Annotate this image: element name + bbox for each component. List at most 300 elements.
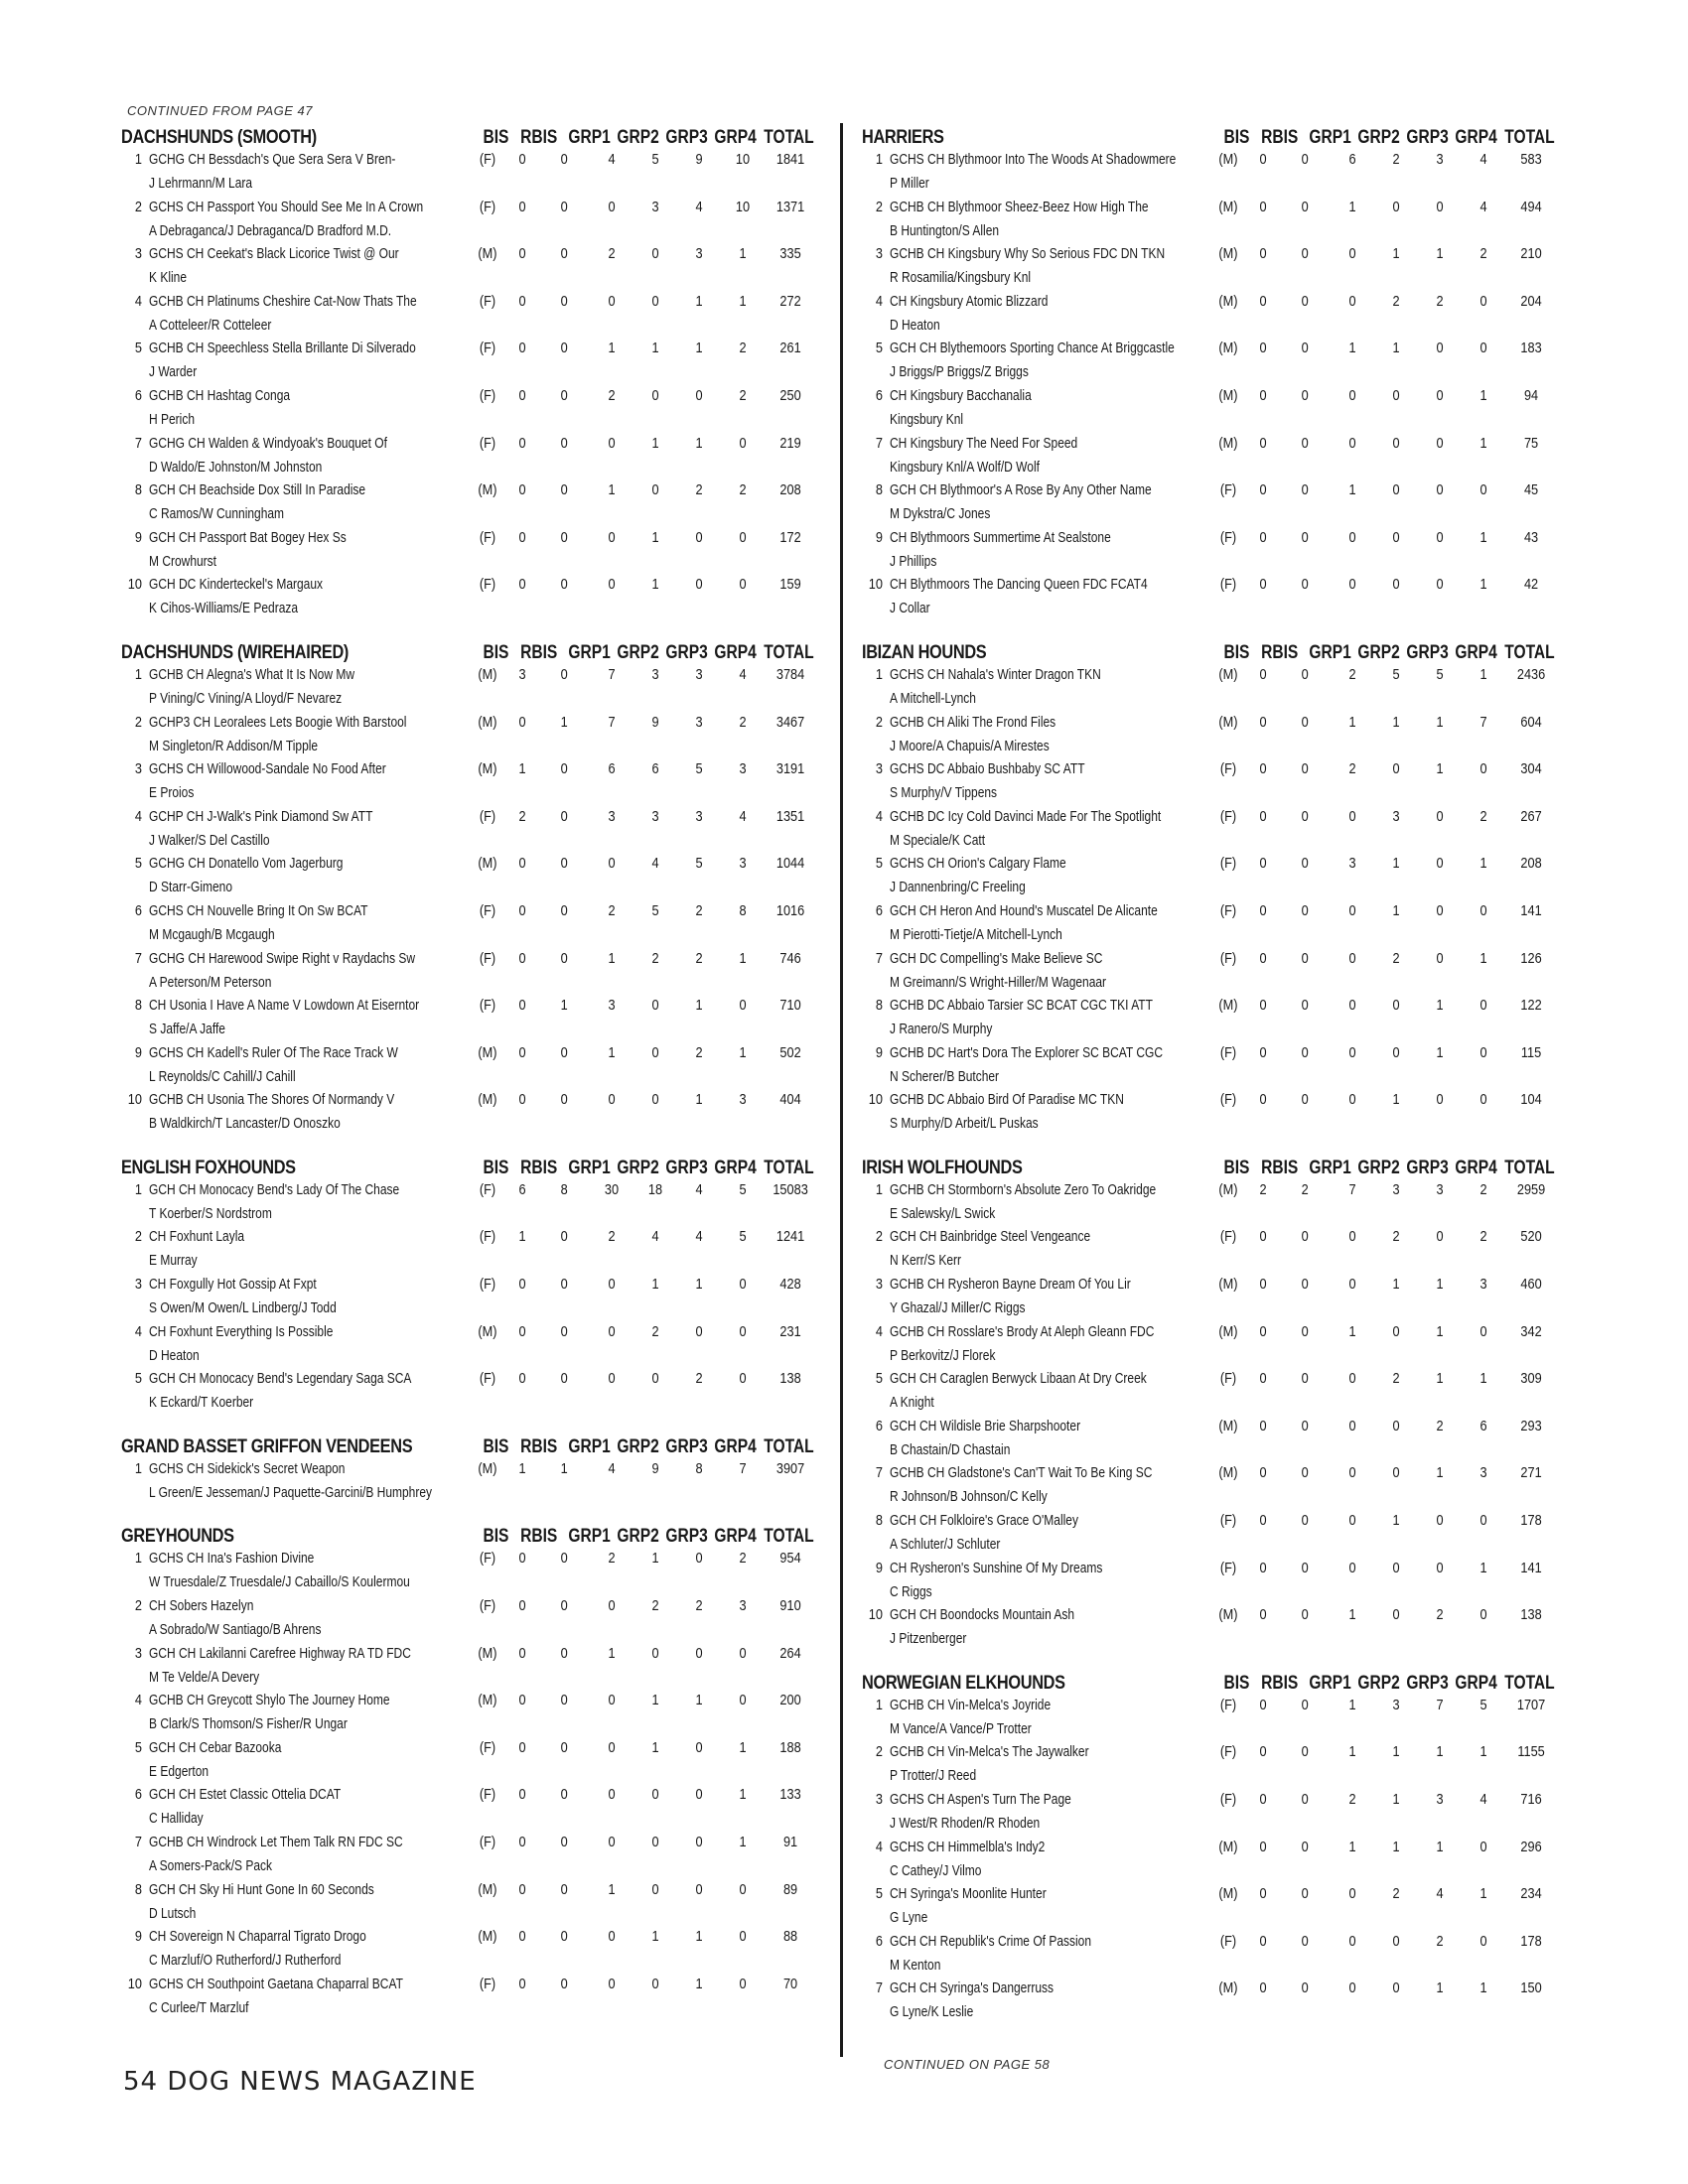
stat-rbis: 0 [1302,1043,1310,1061]
right-column [862,123,1557,2042]
stat-total: 309 [1520,1370,1542,1388]
stat-grp3: 1 [1436,713,1444,731]
dog-name: CH Blythmoors Summertime At Sealstone [889,528,1111,546]
stat-grp1: 0 [608,292,616,310]
dog-name: CH Foxhunt Everything Is Possible [148,1322,334,1340]
stat-bis: 0 [518,713,526,731]
stat-total: 3191 [775,760,805,778]
stat-grp2: 1 [651,340,659,357]
dog-name: GCHB CH Aliki The Frond Files [889,713,1055,731]
stat-grp2: 1 [1392,901,1400,919]
dog-names [149,527,471,573]
stat-grp1: 2 [1348,1791,1356,1808]
stat-rbis: 0 [1302,576,1310,594]
dog-names [149,1926,471,1972]
stat-rbis: 0 [1302,1838,1310,1855]
sex-label: (F) [1220,1091,1237,1109]
stat-bis: 0 [1259,665,1267,683]
page-footer: 54 DOG NEWS MAGAZINE [123,2067,477,2097]
sex-label: (F) [480,198,496,215]
stat-rbis: 0 [1302,1743,1310,1761]
ranking-row [121,1595,816,1643]
stat-grp2: 2 [1392,151,1400,168]
column-header-bis: BIS [1223,1157,1250,1178]
rank-number: 3 [134,245,142,263]
sex-label: (F) [1220,1791,1237,1808]
stat-bis: 0 [1259,1838,1267,1855]
sex-label: (F) [480,1550,496,1568]
stat-bis: 0 [1259,901,1267,919]
column-header-grp4: GRP4 [714,127,757,148]
stat-total: 1155 [1517,1743,1545,1761]
stat-grp3: 7 [1436,1696,1444,1713]
dog-names [149,948,471,994]
stat-grp3: 2 [1436,1417,1444,1434]
stat-rbis: 0 [1302,949,1310,967]
rank-number: 5 [875,855,883,873]
stat-grp4: 6 [1479,1417,1487,1434]
column-header-total: TOTAL [764,1526,814,1548]
owner-names: S Murphy/D Arbeit/L Puskas [889,1115,1039,1133]
ranking-row [862,664,1557,712]
dog-name: GCH CH Caraglen Berwyck Libaan At Dry Creek [889,1370,1147,1388]
stat-grp4: 5 [739,1228,747,1246]
stat-total: 210 [1520,245,1542,263]
owner-names: N Scherer/B Butcher [889,1067,999,1085]
stat-grp2: 0 [651,1975,659,1992]
sex-label: (F) [480,807,496,825]
stat-grp4: 0 [739,1644,747,1662]
stat-grp2: 4 [651,1228,659,1246]
stat-grp4: 0 [739,1692,747,1709]
stat-total: 231 [779,1322,801,1340]
ranking-row [121,433,816,480]
stat-rbis: 0 [561,1975,569,1992]
stat-bis: 0 [1259,997,1267,1015]
ranking-row [121,853,816,900]
stat-grp4: 0 [1479,997,1487,1015]
stat-grp1: 0 [608,1322,616,1340]
stat-grp1: 1 [608,340,616,357]
stat-grp3: 3 [1436,1791,1444,1808]
stat-bis: 0 [518,1644,526,1662]
stat-grp3: 0 [695,576,703,594]
stat-bis: 0 [518,576,526,594]
dog-name: GCHB CH Usonia The Shores Of Normandy V [148,1091,394,1109]
stat-grp4: 1 [1479,386,1487,404]
stat-bis: 0 [1259,576,1267,594]
stat-grp3: 1 [695,1276,703,1294]
column-header-total: TOTAL [1504,641,1555,663]
stat-grp2: 2 [651,1597,659,1615]
owner-names: J West/R Rhoden/R Rhoden [889,1815,1040,1832]
stat-bis: 1 [518,760,526,778]
stat-rbis: 0 [1302,245,1310,263]
rank-number: 5 [134,1738,142,1756]
rank-number: 8 [875,481,883,499]
ranking-row [862,197,1557,244]
stat-grp3: 2 [695,901,703,919]
stat-grp1: 1 [608,949,616,967]
owner-names: C Riggs [889,1582,932,1600]
dog-names [149,900,471,946]
stat-bis: 6 [518,1180,526,1198]
stat-total: 1044 [775,855,805,873]
stat-grp1: 2 [608,1228,616,1246]
sex-label: (F) [480,1276,496,1294]
ranking-row [121,1690,816,1737]
stat-bis: 0 [1259,386,1267,404]
stat-total: 271 [1520,1464,1542,1482]
dog-names [149,712,471,757]
stat-grp3: 0 [695,528,703,546]
rank-number: 9 [134,528,142,546]
dog-name: GCHB CH Alegna's What It Is Now Mw [148,665,354,683]
stat-total: 3467 [775,713,805,731]
stat-rbis: 0 [561,901,569,919]
stat-grp3: 1 [1436,1838,1444,1855]
stat-grp2: 9 [651,713,659,731]
stat-bis: 0 [1259,1417,1267,1434]
dog-names [890,853,1211,898]
stat-total: 460 [1520,1276,1542,1294]
stat-total: 204 [1520,292,1542,310]
ranking-row [862,1695,1557,1742]
stat-total: 267 [1520,807,1542,825]
stat-grp3: 2 [695,1597,703,1615]
rank-number: 1 [134,665,142,683]
column-header-grp4: GRP4 [1455,127,1497,148]
stat-bis: 0 [1259,151,1267,168]
owner-names: S Owen/M Owen/L Lindberg/J Todd [148,1299,337,1317]
stat-grp4: 0 [1479,481,1487,499]
stat-grp3: 0 [1436,1091,1444,1109]
dog-name: GCH CH Blythmoor's A Rose By Any Other Name [889,481,1152,499]
stat-bis: 0 [518,1786,526,1804]
stat-bis: 0 [1259,1322,1267,1340]
ranking-row [862,1321,1557,1369]
owner-names: J Dannenbring/C Freeling [889,879,1026,896]
dog-names [149,1879,471,1925]
stat-total: 122 [1520,997,1542,1015]
ranking-row [121,1548,816,1595]
stat-grp4: 1 [739,1834,747,1850]
stat-rbis: 1 [561,997,569,1015]
column-header-grp3: GRP3 [665,1157,708,1178]
section-header [121,1433,816,1458]
stat-rbis: 8 [561,1180,569,1198]
dog-name: GCHB CH Vin-Melca's Joyride [889,1696,1051,1713]
column-header-rbis: RBIS [519,641,557,663]
stat-bis: 0 [1259,481,1267,499]
stat-grp2: 1 [651,434,659,452]
column-header-grp3: GRP3 [665,1435,708,1457]
stat-grp3: 5 [695,855,703,873]
stat-grp4: 1 [739,949,747,967]
stat-grp2: 1 [1392,340,1400,357]
rank-number: 1 [875,665,883,683]
owner-names: M Crowhurst [148,552,216,570]
stat-grp2: 3 [651,198,659,215]
stat-grp4: 2 [739,1550,747,1568]
stat-grp1: 4 [608,151,616,168]
dog-names [890,1604,1211,1650]
stat-grp1: 0 [1348,576,1356,594]
stat-grp2: 0 [1392,1979,1400,1997]
stat-total: 188 [779,1738,801,1756]
stat-rbis: 0 [1302,807,1310,825]
stat-grp3: 0 [1436,1512,1444,1530]
dog-name: GCH CH Monocacy Bend's Legendary Saga SCA [148,1370,412,1388]
stat-total: 70 [782,1975,798,1992]
sex-label: (F) [1220,1228,1237,1246]
stat-total: 183 [1520,340,1542,357]
stat-grp2: 0 [1392,576,1400,594]
ranking-row [121,948,816,996]
sex-label: (M) [478,1043,497,1061]
left-column [121,123,816,2037]
stat-grp1: 0 [1348,292,1356,310]
dog-names [890,712,1211,757]
ranking-row [121,149,816,197]
stat-grp3: 0 [1436,386,1444,404]
stat-total: 43 [1523,528,1539,546]
stat-bis: 0 [518,901,526,919]
stat-grp2: 1 [1392,1838,1400,1855]
stat-rbis: 0 [1302,901,1310,919]
stat-total: 2436 [1516,665,1546,683]
stat-grp4: 1 [1479,1979,1487,1997]
stat-grp4: 1 [739,1043,747,1061]
stat-bis: 0 [518,1928,526,1946]
sex-label: (M) [478,1644,497,1662]
sex-label: (M) [1218,997,1238,1015]
ranking-row [862,853,1557,900]
rank-number: 2 [134,1228,142,1246]
stat-grp4: 1 [1479,434,1487,452]
breed-section [121,123,816,621]
stat-grp2: 3 [1392,807,1400,825]
dog-names [890,527,1211,573]
rank-number: 4 [134,1322,142,1340]
rank-number: 6 [875,901,883,919]
stat-grp1: 0 [1348,1228,1356,1246]
dog-name: GCHB CH Rysheron Bayne Dream Of You Lir [889,1276,1131,1294]
sex-label: (F) [480,901,496,919]
stat-grp1: 0 [1348,1276,1356,1294]
ranking-row [862,527,1557,575]
stat-grp2: 2 [1392,949,1400,967]
stat-grp4: 2 [1479,807,1487,825]
stat-grp4: 1 [1479,949,1487,967]
stat-bis: 1 [518,1228,526,1246]
ranking-row [862,1789,1557,1837]
stat-total: 3784 [775,665,805,683]
sex-label: (M) [478,1091,497,1109]
dog-name: GCH CH Cebar Bazooka [148,1738,282,1756]
dog-name: CH Usonia I Have A Name V Lowdown At Eiserntor [148,997,419,1015]
stat-bis: 2 [1259,1180,1267,1198]
dog-names [149,479,471,525]
owner-names: S Jaffe/A Jaffe [148,1021,225,1038]
stat-grp1: 1 [608,1644,616,1662]
column-header-rbis: RBIS [519,127,557,148]
stat-grp3: 3 [695,713,703,731]
ranking-row [862,712,1557,759]
stat-grp3: 0 [695,1738,703,1756]
stat-grp4: 10 [735,151,750,168]
breed-title: GRAND BASSET GRIFFON VENDEENS [121,1435,413,1457]
stat-grp3: 1 [1436,1979,1444,1997]
dog-names [149,1458,471,1504]
column-header-total: TOTAL [1504,1672,1555,1694]
owner-names: E Murray [148,1252,198,1270]
dog-name: GCH CH Lakilanni Carefree Highway RA TD FDC [148,1644,411,1662]
sex-label: (F) [480,1738,496,1756]
sex-label: (M) [478,1880,497,1898]
owner-names: A Schluter/J Schluter [889,1536,1001,1554]
stat-bis: 0 [518,1091,526,1109]
stat-bis: 0 [1259,1743,1267,1761]
stat-grp2: 2 [1392,1885,1400,1903]
owner-names: P Berkovitz/J Florek [889,1346,996,1364]
dog-names [149,1690,471,1735]
stat-grp4: 3 [1479,1276,1487,1294]
column-header-grp3: GRP3 [665,127,708,148]
dog-name: GCHB CH Platinums Cheshire Cat-Now Thats The [148,292,417,310]
column-header-grp3: GRP3 [1406,127,1449,148]
sex-label: (M) [1218,1838,1238,1855]
stat-grp4: 7 [1479,713,1487,731]
ranking-row [121,1974,816,2021]
stat-grp2: 1 [1392,1512,1400,1530]
stat-rbis: 0 [561,1091,569,1109]
ranking-row [121,197,816,244]
sex-label: (M) [1218,1606,1238,1624]
ranking-row [121,1879,816,1927]
owner-names: M Dykstra/C Jones [889,505,991,523]
stat-grp3: 0 [1436,576,1444,594]
stat-bis: 0 [518,245,526,263]
rank-number: 1 [134,151,142,168]
stat-grp4: 1 [1479,1743,1487,1761]
dog-name: GCHB DC Abbaio Bird Of Paradise MC TKN [889,1091,1124,1109]
rank-number: 8 [134,997,142,1015]
column-header-bis: BIS [1223,127,1250,148]
breed-title: ENGLISH FOXHOUNDS [121,1157,296,1178]
dog-names [149,1226,471,1272]
rank-number: 3 [134,760,142,778]
stat-bis: 0 [1259,1091,1267,1109]
column-header-grp1: GRP1 [568,1157,611,1178]
stat-grp3: 2 [1436,1606,1444,1624]
dog-name: GCHP3 CH Leoralees Lets Boogie With Barstool [148,713,407,731]
stat-total: 1351 [775,807,805,825]
ranking-row [121,758,816,806]
rank-number: 8 [875,997,883,1015]
stat-bis: 0 [1259,1606,1267,1624]
stat-rbis: 0 [1302,665,1310,683]
owner-names: D Waldo/E Johnston/M Johnston [148,458,323,476]
dog-names [890,900,1211,946]
stat-rbis: 0 [561,1834,569,1850]
stat-grp2: 0 [1392,1417,1400,1434]
rank-number: 10 [127,1975,142,1992]
column-header-total: TOTAL [764,641,814,663]
rank-number: 5 [134,855,142,873]
dog-names [890,197,1211,242]
stat-bis: 0 [518,198,526,215]
dog-name: GCHS CH Southpoint Gaetana Chaparral BCAT [148,1975,403,1992]
stat-grp2: 9 [651,1459,659,1477]
dog-names [149,1274,471,1319]
sex-label: (F) [480,1834,496,1850]
stat-grp4: 3 [739,1597,747,1615]
sex-label: (M) [478,760,497,778]
stat-grp3: 1 [1436,1464,1444,1482]
column-header-grp2: GRP2 [617,1157,659,1178]
stat-rbis: 0 [1302,1276,1310,1294]
stat-grp1: 0 [1348,1932,1356,1950]
owner-names: J Ranero/S Murphy [889,1021,993,1038]
stat-grp2: 0 [1392,1932,1400,1950]
ranking-row [862,806,1557,854]
stat-rbis: 0 [561,760,569,778]
stat-rbis: 0 [1302,1791,1310,1808]
stat-grp2: 1 [651,1928,659,1946]
stat-grp1: 2 [608,1550,616,1568]
stat-bis: 0 [518,1738,526,1756]
dog-name: GCHB CH Windrock Let Them Talk RN FDC SC [148,1834,403,1850]
stat-grp3: 1 [1436,1370,1444,1388]
stat-grp1: 1 [608,1880,616,1898]
column-header-grp1: GRP1 [1309,641,1351,663]
stat-grp4: 5 [1479,1696,1487,1713]
ranking-row [862,1462,1557,1510]
dog-names [149,1548,471,1593]
ranking-row [862,1042,1557,1090]
stat-bis: 0 [518,292,526,310]
dog-name: CH Rysheron's Sunshine Of My Dreams [889,1559,1103,1576]
stat-grp1: 0 [608,1738,616,1756]
stat-grp4: 2 [1479,245,1487,263]
stat-grp4: 0 [739,1276,747,1294]
rank-number: 6 [134,386,142,404]
dog-name: GCHS CH Himmelbla's Indy2 [889,1838,1046,1855]
column-header-rbis: RBIS [1260,1672,1298,1694]
rank-number: 7 [875,1464,883,1482]
stat-grp4: 0 [1479,292,1487,310]
ranking-row [862,433,1557,480]
owner-names: M Singleton/R Addison/M Tipple [148,737,318,754]
breed-section [862,1154,1557,1652]
dog-names [890,1274,1211,1319]
stat-grp4: 1 [1479,665,1487,683]
stat-total: 208 [1520,855,1542,873]
column-header-grp1: GRP1 [1309,1157,1351,1178]
dog-name: CH Foxhunt Layla [148,1228,244,1246]
stat-bis: 0 [1259,1979,1267,1997]
sex-label: (M) [478,1928,497,1946]
rank-number: 3 [875,1791,883,1808]
dog-name: GCHB DC Hart's Dora The Explorer SC BCAT CGC [889,1043,1163,1061]
stat-grp3: 0 [1436,434,1444,452]
rank-number: 6 [875,386,883,404]
dog-name: GCHG CH Donatello Vom Jagerburg [148,855,344,873]
ranking-row [862,149,1557,197]
stat-grp4: 0 [739,434,747,452]
dog-name: GCHB CH Rosslare's Brody At Aleph Gleann FDC [889,1322,1155,1340]
